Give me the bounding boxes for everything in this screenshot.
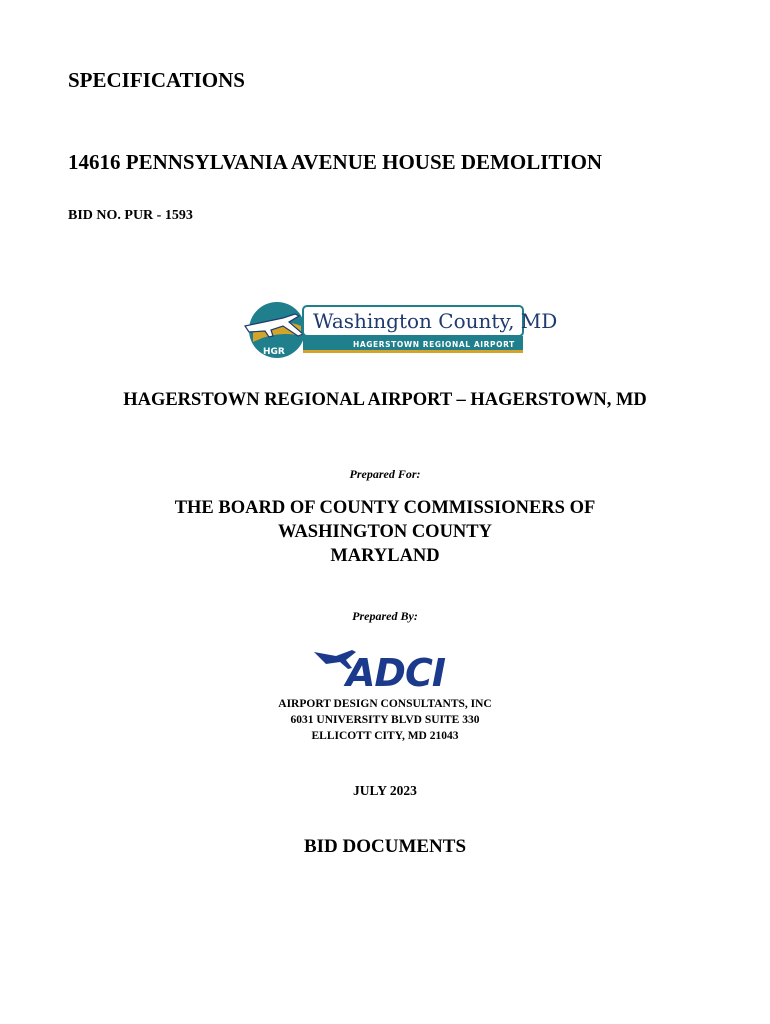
footer-title: BID DOCUMENTS (303, 836, 467, 857)
consultant-line: 6031 UNIVERSITY BLVD SUITE 330 (290, 714, 480, 726)
consultant-line: AIRPORT DESIGN CONSULTANTS, INC (278, 698, 492, 710)
project-title: 14616 PENNSYLVANIA AVENUE HOUSE DEMOLITION (68, 150, 603, 174)
document-date: JULY 2023 (353, 783, 417, 798)
logo-gold-stripe (303, 350, 523, 353)
prepared-by-label: Prepared By: (352, 609, 418, 623)
prepared-for-label: Prepared For: (349, 467, 421, 481)
adci-logo-text: ADCI (346, 651, 445, 695)
client-block (0, 496, 770, 568)
logo-badge: HGR (263, 347, 285, 357)
client-line: MARYLAND (330, 546, 440, 566)
client-line: WASHINGTON COUNTY (278, 522, 492, 542)
logo-name: Washington County, MD (313, 309, 558, 333)
logo-subtitle: HAGERSTOWN REGIONAL AIRPORT (353, 340, 515, 349)
client-line: THE BOARD OF COUNTY COMMISSIONERS OF (174, 498, 596, 518)
adci-logo (312, 642, 460, 695)
consultant-line: ELLICOTT CITY, MD 21043 (311, 730, 459, 742)
document-heading: SPECIFICATIONS (68, 68, 245, 92)
consultant-block (0, 696, 770, 744)
bid-number: BID NO. PUR - 1593 (68, 208, 193, 223)
washington-county-logo (243, 296, 558, 360)
airport-location-line: HAGERSTOWN REGIONAL AIRPORT – HAGERSTOWN, MD (123, 390, 647, 410)
